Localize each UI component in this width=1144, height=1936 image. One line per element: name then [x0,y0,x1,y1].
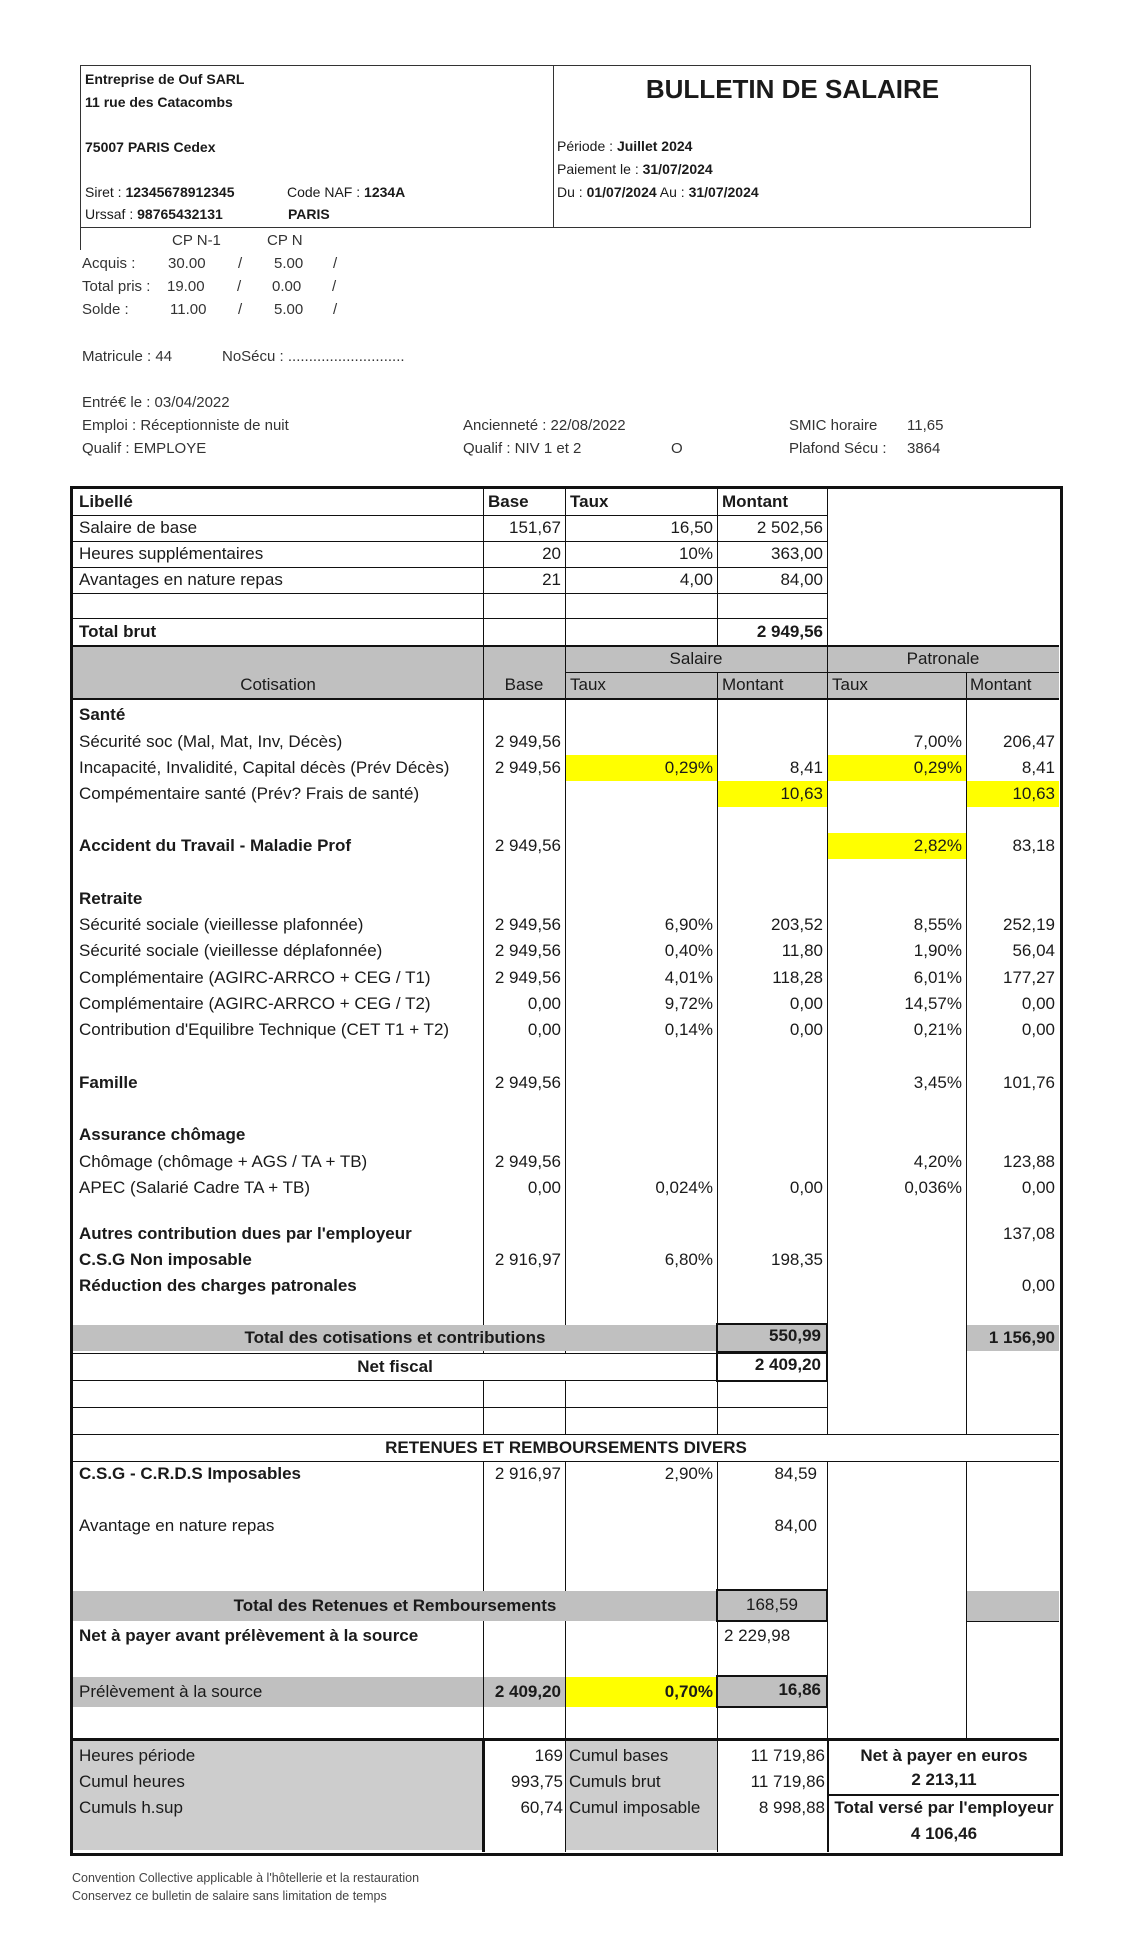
cotisation-base: 2 949,56 [494,758,561,777]
conges-sep: / [333,255,338,272]
cotisation-sal-taux: 6,90% [664,915,713,934]
cotisation-pat-montant: 10,63 [1012,784,1055,803]
total-verse-value: 4 106,46 [910,1824,978,1843]
cotisation-sal-taux: 9,72% [664,994,713,1013]
gross-row-taux: 16,50 [670,518,713,537]
cotisation-pat-taux: 4,20% [913,1152,962,1171]
cotisation-base: 2 949,56 [494,968,561,987]
grid-line [483,1621,484,1677]
cotisation-label: Chômage (chômage + AGS / TA + TB) [79,1152,368,1171]
du-label: Du : [557,184,587,200]
cotisation-sal-montant: 11,80 [781,941,823,960]
urssaf-field [85,206,223,222]
grid-line [73,593,827,594]
cotisation-base: 0,00 [527,1178,561,1197]
summary-value2: 11 719,86 [750,1746,825,1765]
header-stub-line [80,228,81,250]
retenues-title: RETENUES ET REMBOURSEMENTS DIVERS [385,1438,747,1457]
gross-row-taux: 4,00 [679,570,713,589]
cotisation-label: Accident du Travail - Maladie Prof [79,836,352,855]
cotisation-base: 2 949,56 [494,1073,561,1092]
grid-line [73,1738,1059,1741]
conges-n1: 19.00 [167,278,205,295]
summary-value: 60,74 [520,1798,563,1817]
smic-value: 11,65 [907,417,944,434]
conges-n1: 30.00 [168,255,206,272]
total-verse-label: Total versé par l'employeur [834,1798,1054,1817]
entree-date: Entré€ le : 03/04/2022 [82,394,230,411]
retenue-montant: 84,59 [774,1464,817,1483]
col-header-pat-montant: Montant [970,675,1032,694]
cotisation-sal-montant: 0,00 [789,994,823,1013]
siret-field [85,184,234,200]
conges-label: Solde : [82,301,129,318]
grid-line [827,489,828,646]
grid-line [565,1621,566,1677]
matricule: Matricule : 44 [82,348,173,365]
net-fiscal-label: Net fiscal [357,1357,433,1376]
section-sante: Santé [79,705,126,724]
col-header-cotisation: Cotisation [240,675,316,694]
nosecu: NoSécu : ............................ [222,348,405,365]
cotisation-base: 2 949,56 [494,836,561,855]
cotisation-label: Sécurité soc (Mal, Mat, Inv, Décès) [79,732,343,751]
total-retenues-pat-bg [966,1591,1059,1621]
au-label: Au : [656,184,689,200]
summary-label2: Cumul bases [569,1746,669,1765]
section-chomage: Assurance chômage [79,1125,246,1144]
col-header-base: Base [488,492,529,511]
cotisation-label: Autres contribution dues par l'employeur [79,1224,412,1243]
grid-line [565,1740,566,1852]
cotisation-pat-taux: 2,82% [913,836,962,855]
paiement-field [557,161,713,177]
du-value: 01/07/2024 [586,184,657,200]
summary-value2: 8 998,88 [758,1798,825,1817]
col-header-cot-base: Base [504,675,544,694]
cotisation-label: Sécurité sociale (vieillesse plafonnée) [79,915,364,934]
cotisation-base: 2 949,56 [494,1152,561,1171]
total-cotisations-label: Total des cotisations et contributions [244,1328,546,1347]
paiement-value: 31/07/2024 [642,161,713,177]
gross-row-montant: 84,00 [780,570,823,589]
net-fiscal-value: 2 409,20 [754,1355,821,1374]
col-header-salaire: Salaire [669,649,723,668]
plafond-label: Plafond Sécu : [789,440,887,457]
cotisation-pat-taux: 0,21% [913,1020,962,1039]
conges-sep: / [238,301,243,318]
header-box [80,65,1031,228]
summary-label: Cumuls h.sup [79,1798,183,1817]
cotisation-label: Complémentaire (AGIRC-ARRCO + CEG / T1) [79,968,431,987]
gross-row-taux: 10% [678,544,713,563]
retenue-taux: 2,90% [664,1464,713,1483]
qualif-niveau: Qualif : NIV 1 et 2 [463,440,582,457]
footer-conservation: Conservez ce bulletin de salaire sans limitation de temps [72,1889,387,1903]
cotisation-sal-taux: 4,01% [664,968,713,987]
cotisation-base: 2 949,56 [494,915,561,934]
urssaf-value: 98765432131 [137,206,223,222]
conges-n: 5.00 [274,301,304,318]
cotisation-pat-taux: 3,45% [913,1073,962,1092]
summary-value2: 11 719,86 [750,1772,825,1791]
cotisation-base: 2 949,56 [494,732,561,751]
summary-label2: Cumuls brut [569,1772,661,1791]
cotisation-sal-taux: 0,29% [664,758,713,777]
cotisation-label: APEC (Salarié Cadre TA + TB) [79,1178,311,1197]
au-value: 31/07/2024 [688,184,759,200]
company-address-line2: 75007 PARIS Cedex [85,139,216,155]
retenue-label: Avantage en nature repas [79,1516,275,1535]
period-range [557,184,759,200]
cp-n1-header: CP N-1 [172,232,221,249]
conges-label: Total pris : [82,278,151,295]
cotisation-label: C.S.G Non imposable [79,1250,252,1269]
grid-line [73,698,1059,700]
cotisation-label: Incapacité, Invalidité, Capital décès (Prév Décès) [79,758,450,777]
grid-line [73,1407,827,1408]
cotisation-pat-montant: 0,00 [1021,1178,1055,1197]
total-brut-label: Total brut [79,622,157,641]
cotisation-pat-montant: 83,18 [1012,836,1055,855]
pas-label: Prélèvement à la source [79,1682,263,1701]
gross-row-base: 151,67 [509,518,561,537]
grid-line [73,1380,827,1381]
cotisation-sal-taux: 0,40% [664,941,713,960]
cotisation-pat-montant: 0,00 [1021,1020,1055,1039]
payslip-table [70,486,1063,1856]
siret-label: Siret : [85,184,126,200]
summary-value: 993,75 [511,1772,563,1791]
company-name: Entreprise de Ouf SARL [85,71,245,87]
conges-n: 0.00 [272,278,302,295]
cotisation-pat-montant: 137,08 [1003,1224,1055,1243]
retenue-label: C.S.G - C.R.D.S Imposables [79,1464,301,1483]
net-avant-pas-label: Net à payer avant prélèvement à la source [79,1626,419,1645]
periode-label: Période : [557,138,617,154]
siret-value: 12345678912345 [125,184,235,200]
col-header-libelle: Libellé [79,492,133,511]
col-header-sal-montant: Montant [722,675,784,694]
cotisation-pat-taux: 14,57% [904,994,962,1013]
total-brut-value: 2 949,56 [756,622,823,641]
net-a-payer-value: 2 213,11 [911,1770,977,1789]
qualif-extra: O [671,440,683,457]
cotisation-sal-taux: 0,024% [655,1178,713,1197]
section-retraite: Retraite [79,889,143,908]
cotisation-pat-taux: 8,55% [913,915,962,934]
company-address-line1: 11 rue des Catacombs [85,94,233,110]
col-header-patronale: Patronale [906,649,980,668]
total-cotisations-salarie: 550,99 [769,1326,821,1345]
cotisation-sal-montant: 0,00 [789,1178,823,1197]
summary-label: Heures période [79,1746,196,1765]
cotisation-base: 0,00 [527,994,561,1013]
smic-label: SMIC horaire [789,417,878,434]
conges-n: 5.00 [274,255,304,272]
gross-row-montant: 2 502,56 [756,518,823,537]
cotisation-sal-taux: 0,14% [664,1020,713,1039]
cotisation-label: Compémentaire santé (Prév? Frais de santé) [79,784,420,803]
retenue-base: 2 916,97 [494,1464,561,1483]
cotisation-pat-montant: 206,47 [1003,732,1055,751]
cotisation-sal-montant: 118,28 [772,968,823,987]
gross-row-base: 21 [542,570,561,589]
cotisation-sal-montant: 10,63 [780,784,823,803]
cotisation-label: Sécurité sociale (vieillesse déplafonnée) [79,941,383,960]
grid-line [717,699,718,1740]
conges-label: Acquis : [82,255,136,272]
urssaf-label: Urssaf : [85,206,138,222]
summary-label: Cumul heures [79,1772,185,1791]
conges-n1: 11.00 [170,301,207,318]
cotisation-pat-taux: 0,036% [904,1178,962,1197]
pas-base: 2 409,20 [494,1682,561,1701]
gross-row-libelle: Avantages en nature repas [79,570,283,589]
cotisation-sal-montant: 0,00 [789,1020,823,1039]
net-avant-pas-value: 2 229,98 [724,1626,791,1645]
grid-line [565,699,566,1740]
cotisation-pat-taux: 6,01% [913,968,962,987]
cotisation-label: Contribution d'Equilibre Technique (CET T1 + T2) [79,1020,450,1039]
total-retenues-value: 168,59 [746,1595,798,1614]
cotisation-sal-taux: 6,80% [664,1250,713,1269]
cotisation-pat-montant: 56,04 [1012,941,1055,960]
cotisation-label: Réduction des charges patronales [79,1276,357,1295]
summary-label2: Cumul imposable [569,1798,701,1817]
gross-row-base: 20 [542,544,561,563]
cotisation-sal-montant: 8,41 [789,758,823,777]
cotisation-pat-taux: 7,00% [913,732,962,751]
cotisation-label: Complémentaire (AGIRC-ARRCO + CEG / T2) [79,994,431,1013]
cp-n-header: CP N [267,232,303,249]
emploi: Emploi : Réceptionniste de nuit [82,417,289,434]
cotisation-sal-montant: 203,52 [771,915,823,934]
cotisation-pat-montant: 0,00 [1021,994,1055,1013]
col-header-pat-taux: Taux [832,675,868,694]
cotisation-pat-montant: 8,41 [1021,758,1055,777]
cotisation-sal-montant: 198,35 [771,1250,823,1269]
cotisation-pat-montant: 252,19 [1003,915,1055,934]
naf-value: 1234A [364,184,406,200]
pas-montant: 16,86 [778,1680,821,1699]
cotisation-base: 2 916,97 [494,1250,561,1269]
grid-line [73,618,827,619]
anciennete: Ancienneté : 22/08/2022 [463,417,626,434]
cotisation-pat-montant: 123,88 [1003,1152,1055,1171]
grid-line [966,672,967,699]
conges-sep: / [333,301,338,318]
gross-row-libelle: Salaire de base [79,518,198,537]
summary-value: 169 [534,1746,563,1765]
periode-field [557,138,692,154]
plafond-value: 3864 [907,440,941,457]
cotisation-base: 0,00 [527,1020,561,1039]
footer-convention: Convention Collective applicable à l'hôtellerie et la restauration [72,1871,420,1885]
retenue-montant: 84,00 [774,1516,817,1535]
conges-sep: / [237,278,242,295]
cotisation-pat-taux: 1,90% [913,941,962,960]
naf-label: Code NAF : [287,184,365,200]
qualif: Qualif : EMPLOYE [82,440,207,457]
cotisation-base: 2 949,56 [494,941,561,960]
periode-value: Juillet 2024 [616,138,693,154]
urssaf-city: PARIS [288,206,330,222]
cotisation-label: Famille [79,1073,138,1092]
col-header-sal-taux: Taux [570,675,606,694]
grid-line [966,1621,1059,1622]
col-header-montant: Montant [722,492,789,511]
cotisation-pat-montant: 0,00 [1021,1276,1055,1295]
page-title: BULLETIN DE SALAIRE [645,74,940,104]
gross-row-libelle: Heures supplémentaires [79,544,264,563]
pas-taux: 0,70% [664,1682,713,1701]
gross-row-montant: 363,00 [771,544,823,563]
conges-sep: / [332,278,337,295]
naf-field [287,184,405,200]
net-a-payer-label: Net à payer en euros [860,1746,1028,1765]
cotisation-pat-montant: 177,27 [1003,968,1055,987]
grid-line [717,672,718,699]
total-cotisations-patronal: 1 156,90 [988,1328,1055,1347]
paiement-label: Paiement le : [557,161,643,177]
col-header-taux: Taux [570,492,609,511]
total-retenues-label: Total des Retenues et Remboursements [233,1596,557,1615]
cotisation-pat-montant: 101,76 [1003,1073,1055,1092]
cotisation-pat-taux: 0,29% [913,758,962,777]
conges-sep: / [238,255,243,272]
